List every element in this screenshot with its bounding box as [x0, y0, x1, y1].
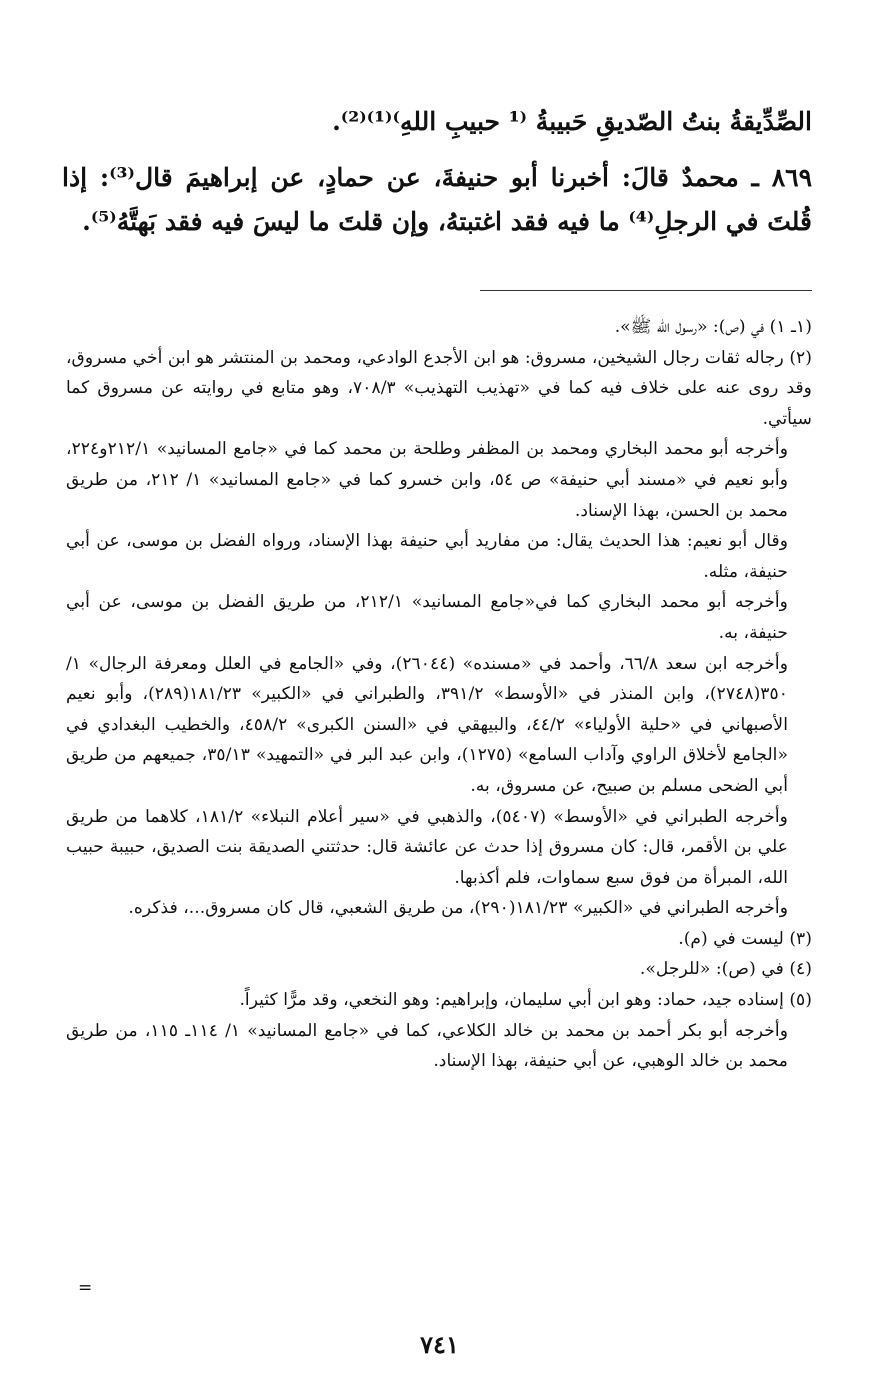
- footnote: (٢) رجاله ثقات رجال الشيخين، مسروق: هو ابن الأجدع الوادعي، ومحمد بن المنتشر هو ابن أخي مسروق، وقد روى عنه على خلاف فيه كما في «تهذيب التهذيب» ٧٠٨/٣، وهو متابع في روايته عن مسروق كما سيأتي.: [66, 347, 812, 429]
- footnote: (٥) إسناده جيد، حماد: وهو ابن أبي سليمان، وإبراهيم: وهو النخعي، وقد مرًّا كثيراً.: [239, 990, 812, 1011]
- footnote: (٣) ليست في (م).: [678, 928, 812, 949]
- footnote-continuation: وأخرجه أبو بكر أحمد بن محمد بن خالد الكلاعي، كما في «جامع المسانيد» ١/ ١١٤ـ ١١٥، من طريق محمد بن خالد الوهبي، عن أبي حنيفة، بهذا الإسناد.: [66, 1020, 788, 1072]
- footnotes: [66, 312, 812, 1077]
- page-number: ٧٤١: [420, 1330, 459, 1359]
- footnote-continuation: وقال أبو نعيم: هذا الحديث يقال: من مفاريد أبي حنيفة بهذا الإسناد، ورواه الفضل بن موسى، عن أبي حنيفة، مثله.: [66, 531, 788, 582]
- continuation-mark: =: [78, 1278, 93, 1298]
- footnote: (١ـ ١) في (ص): «رسول الله ﷺ».: [614, 317, 812, 337]
- footnote-separator: [480, 290, 812, 291]
- footnote: (٤) في (ص): «للرجل».: [639, 959, 812, 980]
- footnote-continuation: وأخرجه الطبراني في «الكبير» ١٨١/٢٣(٢٩٠)، من طريق الشعبي، قال كان مسروق...، فذكره.: [128, 898, 788, 919]
- footnote-continuation: وأخرجه أبو محمد البخاري ومحمد بن المظفر وطلحة بن محمد كما في «جامع المسانيد» ٢١٢/١و٢٢٤، وأبو نعيم في «مسند أبي حنيفة» ص ٥٤، وابن خسرو كما في «جامع المسانيد» ١/ ٢١٢، من طريق محمد بن الحسن، بهذا الإسناد.: [66, 439, 789, 521]
- footnote-continuation: وأخرجه أبو محمد البخاري كما في«جامع المسانيد» ٢١٢/١، من طريق الفضل بن موسى، عن أبي حنيفة، به.: [66, 592, 788, 643]
- footnote-continuation: وأخرجه الطبراني في «الأوسط» (٥٤٠٧)، والذهبي في «سير أعلام النبلاء» ١٨١/٢، كلاهما من طريق علي بن الأقمر، قال: كان مسروق إذا حدث عن عائشة قال: حدثتني الصديقة بنت الصديق، حبيبة حبيب الله، المبرأة من فوق سبع سماوات، فلم أكذبها.: [66, 806, 788, 888]
- main-text: [62, 100, 812, 256]
- hadith-869: ٨٦٩ ـ محمدٌ قالَ: أخبرنا أبو حنيفةَ، عن حمادٍ، عن إبراهيمَ قال⁽³⁾: إذا قُلتَ في الرجلِ⁽⁴⁾ ما فيه فقد اغتبتهُ، وإن قلتَ ما ليسَ فيه فقد بَهتَّهُ⁽⁵⁾.: [62, 163, 813, 236]
- main-line-1: الصِّدِّيقةُ بنتُ الصّديقِ حَبيبةُ ⁽¹ حبيبِ اللهِ⁾⁽¹⁾⁽²⁾.: [332, 107, 812, 136]
- footnote-continuation: وأخرجه ابن سعد ٦٦/٨، وأحمد في «مسنده» (٢٦٠٤٤)، وفي «الجامع في العلل ومعرفة الرجال» ١/ ٣٥٠(٢٧٤٨)، وابن المنذر في «الأوسط» ٣٩١/٢، والطبراني في «الكبير» ١٨١/٢٣(٢٨٩)، وأبو نعيم الأصبهاني في «حلية الأولياء» ٤٤/٢، والبيهقي في «السنن الكبرى» ٤٥٨/٢، والخطيب البغدادي في «الجامع لأخلاق الراوي وآداب السامع» (١٢٧٥)، وابن عبد البر في «التمهيد» ٣٥/١٣، جميعهم من طريق أبي الضحى مسلم بن صبيح، عن مسروق، به.: [66, 653, 788, 796]
